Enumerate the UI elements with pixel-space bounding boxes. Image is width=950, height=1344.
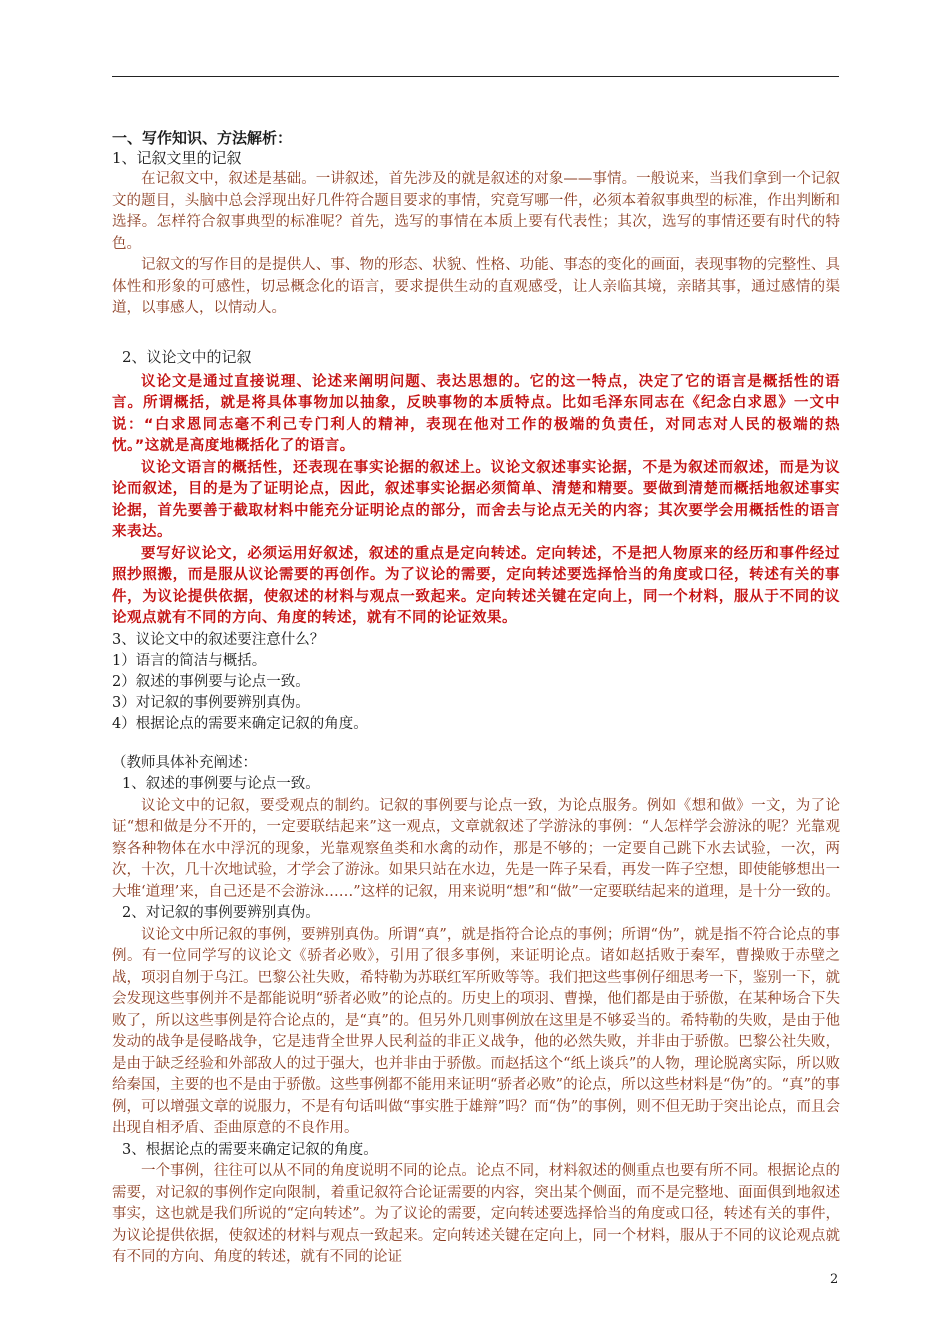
section-title: 一、写作知识、方法解析： xyxy=(112,129,293,147)
subsection-2-para-2: 议论文语言的概括性，还表现在事实论据的叙述上。议论文叙述事实论据，不是为叙述而叙述，而是为议论而叙述，目的是为了证明论点，因此，叙述事实论据必须简单、清楚和精要。要做到清楚而概括地叙述事实论据，首先要善于截取材料中能充分证明论点的部分，而舍去与论点无关的内容；其次要学会用概括性的语言来表达。 xyxy=(112,459,840,540)
teacher-point-2-para: 议论文中所记叙的事例，要辨别真伪。所谓“真”，就是指符合论点的事例；所谓“伪”，就是指不符合论点的事例。有一位同学写的议论文《骄者必败》，引用了很多事例，来证明论点。诸如赵括败于秦军，曹操败于赤壁之战，项羽自刎于乌江。巴黎公社失败，希特勒为苏联红军所败等等。我们把这些事例仔细思考一下，鉴别一下，就会发现这些事例并不是都能说明“骄者必败”的论点的。历史上的项羽、曹操，他们都是由于骄傲，在某种场合下失败了，所以这些事例是符合论点的，是“真”的。但另外几则事例放在这里是不够妥当的。希特勒的失败，是由于他发动的战争是侵略战争，它是违背全世界人民利益的非正义战争，他的必然失败，并非由于骄傲。巴黎公社失败，是由于缺乏经验和外部敌人的过于强大，也并非由于骄傲。而赵括这个“纸上谈兵”的人物，理论脱离实际，所以败给秦国，主要的也不是由于骄傲。这些事例都不能用来证明“骄者必败”的论点，所以这些材料是“伪”的。“真”的事例，可以增强文章的说服力，不是有句话叫做“事实胜于雄辩”吗？而“伪”的事例，则不但无助于突出论点，而且会出现自相矛盾、歪曲原意的不良作用。 xyxy=(112,926,840,1136)
subsection-1-para-1: 在记叙文中，叙述是基础。一讲叙述，首先涉及的就是叙述的对象——事情。一般说来，当我们拿到一个记叙文的题目，头脑中总会浮现出好几件符合题目要求的事情，究竟写哪一件，必须本着叙事典型的标准，作出判断和选择。怎样符合叙事典型的标准呢？首先，选写的事情在本质上要有代表性；其次，选写的事情还要有时代的特色。 xyxy=(112,171,840,252)
subsection-3-item-3: 3）对记叙的事例要辨别真伪。 xyxy=(112,694,310,711)
spacer xyxy=(112,735,840,753)
subsection-1-para-2: 记叙文的写作目的是提供人、事、物的形态、状貌、性格、功能、事态的变化的画面，表现事物的完整性、具体性和形象的可感性，切忌概念化的语言，要求提供生动的直观感受，让人亲临其境，亲睹其事，通过感情的渠道，以事感人，以情动人。 xyxy=(112,257,840,316)
subsection-3-item-1: 1）语言的简洁与概括。 xyxy=(112,652,267,669)
subsection-2-para-3: 要写好议论文，必须运用好叙述，叙述的重点是定向转述。定向转述，不是把人物原来的经历和事件经过照抄照搬，而是服从议论需要的再创作。为了议论的需要，定向转述要选择恰当的角度或口径，转述有关的事件，为议论提供依据，使叙述的材料与观点一致起来。定向转述关键在定向上，同一个材料，服从于不同的议论观点就有不同的方向、角度的转述，就有不同的论证效果。 xyxy=(112,545,840,626)
teacher-point-3-title: 3、根据论点的需要来确定记叙的角度。 xyxy=(122,1141,378,1158)
teacher-point-1-title: 1、叙述的事例要与论点一致。 xyxy=(122,776,320,792)
teacher-note: （教师具体补充阐述： xyxy=(112,754,257,771)
subsection-1-title: 1、记叙文里的记叙 xyxy=(112,149,242,167)
subsection-3-item-2: 2）叙述的事例要与论点一致。 xyxy=(112,673,310,690)
handwritten-block xyxy=(112,346,840,630)
teacher-point-1-para: 议论文中的记叙，要受观点的制约。记叙的事例要与论点一致，为论点服务。例如《想和做》一文，为了论证“想和做是分不开的，一定要联结起来”这一观点，文章就叙述了学游泳的事例：“人怎样学会游泳的呢？光靠观察各种物体在水中浮沉的现象，光靠观察鱼类和水禽的动作，那是不够的；一定要自己跳下水去试验，一次，两次，十次，几十次地试验，才学会了游泳。如果只站在水边，先是一阵子呆看，再发一阵子空想，即使能够想出一大堆‘道理’来，自己还是不会游泳……”这样的记叙，用来说明“想”和“做”一定要联结起来的道理，是十分一致的。 xyxy=(112,797,840,900)
subsection-2-title: 2、议论文中的记叙 xyxy=(122,347,252,366)
teacher-point-3-para: 一个事例，往往可以从不同的角度说明不同的论点。论点不同，材料叙述的侧重点也要有所不同。根据论点的需要，对记叙的事例作定向限制，着重记叙符合论证需要的内容，突出某个侧面，而不是完整地、面面俱到地叙述事实，这也就是我们所说的“定向转述”。为了议论的需要，定向转述要选择恰当的角度或口径，转述有关的事件，为议论提供依据，使叙述的材料与观点一致起来。定向转述关键在定向上，同一个材料，服从于不同的议论观点就有不同的方向、角度的转述，就有不同的论证 xyxy=(112,1163,840,1265)
subsection-3-title: 3、议论文中的叙述要注意什么？ xyxy=(112,631,325,648)
page-number: 2 xyxy=(830,1272,839,1287)
subsection-3-item-4: 4）根据论点的需要来确定记叙的角度。 xyxy=(112,715,368,732)
header-rule xyxy=(112,76,839,77)
subsection-2-para-1: 议论文是通过直接说理、论述来阐明问题、表达思想的。它的这一特点，决定了它的语言是概括性的语言。所谓概括，就是将具体事物加以抽象，反映事物的本质特点。比如毛泽东同志在《纪念白求恩》一文中说：“白求恩同志毫不利己专门利人的精神，表现在他对工作的极端的负责任，对同志对人民的极端的热忱。”这就是高度地概括化了的语言。 xyxy=(112,373,840,454)
teacher-point-2-title: 2、对记叙的事例要辨别真伪。 xyxy=(122,905,320,921)
page-content xyxy=(112,128,840,1269)
